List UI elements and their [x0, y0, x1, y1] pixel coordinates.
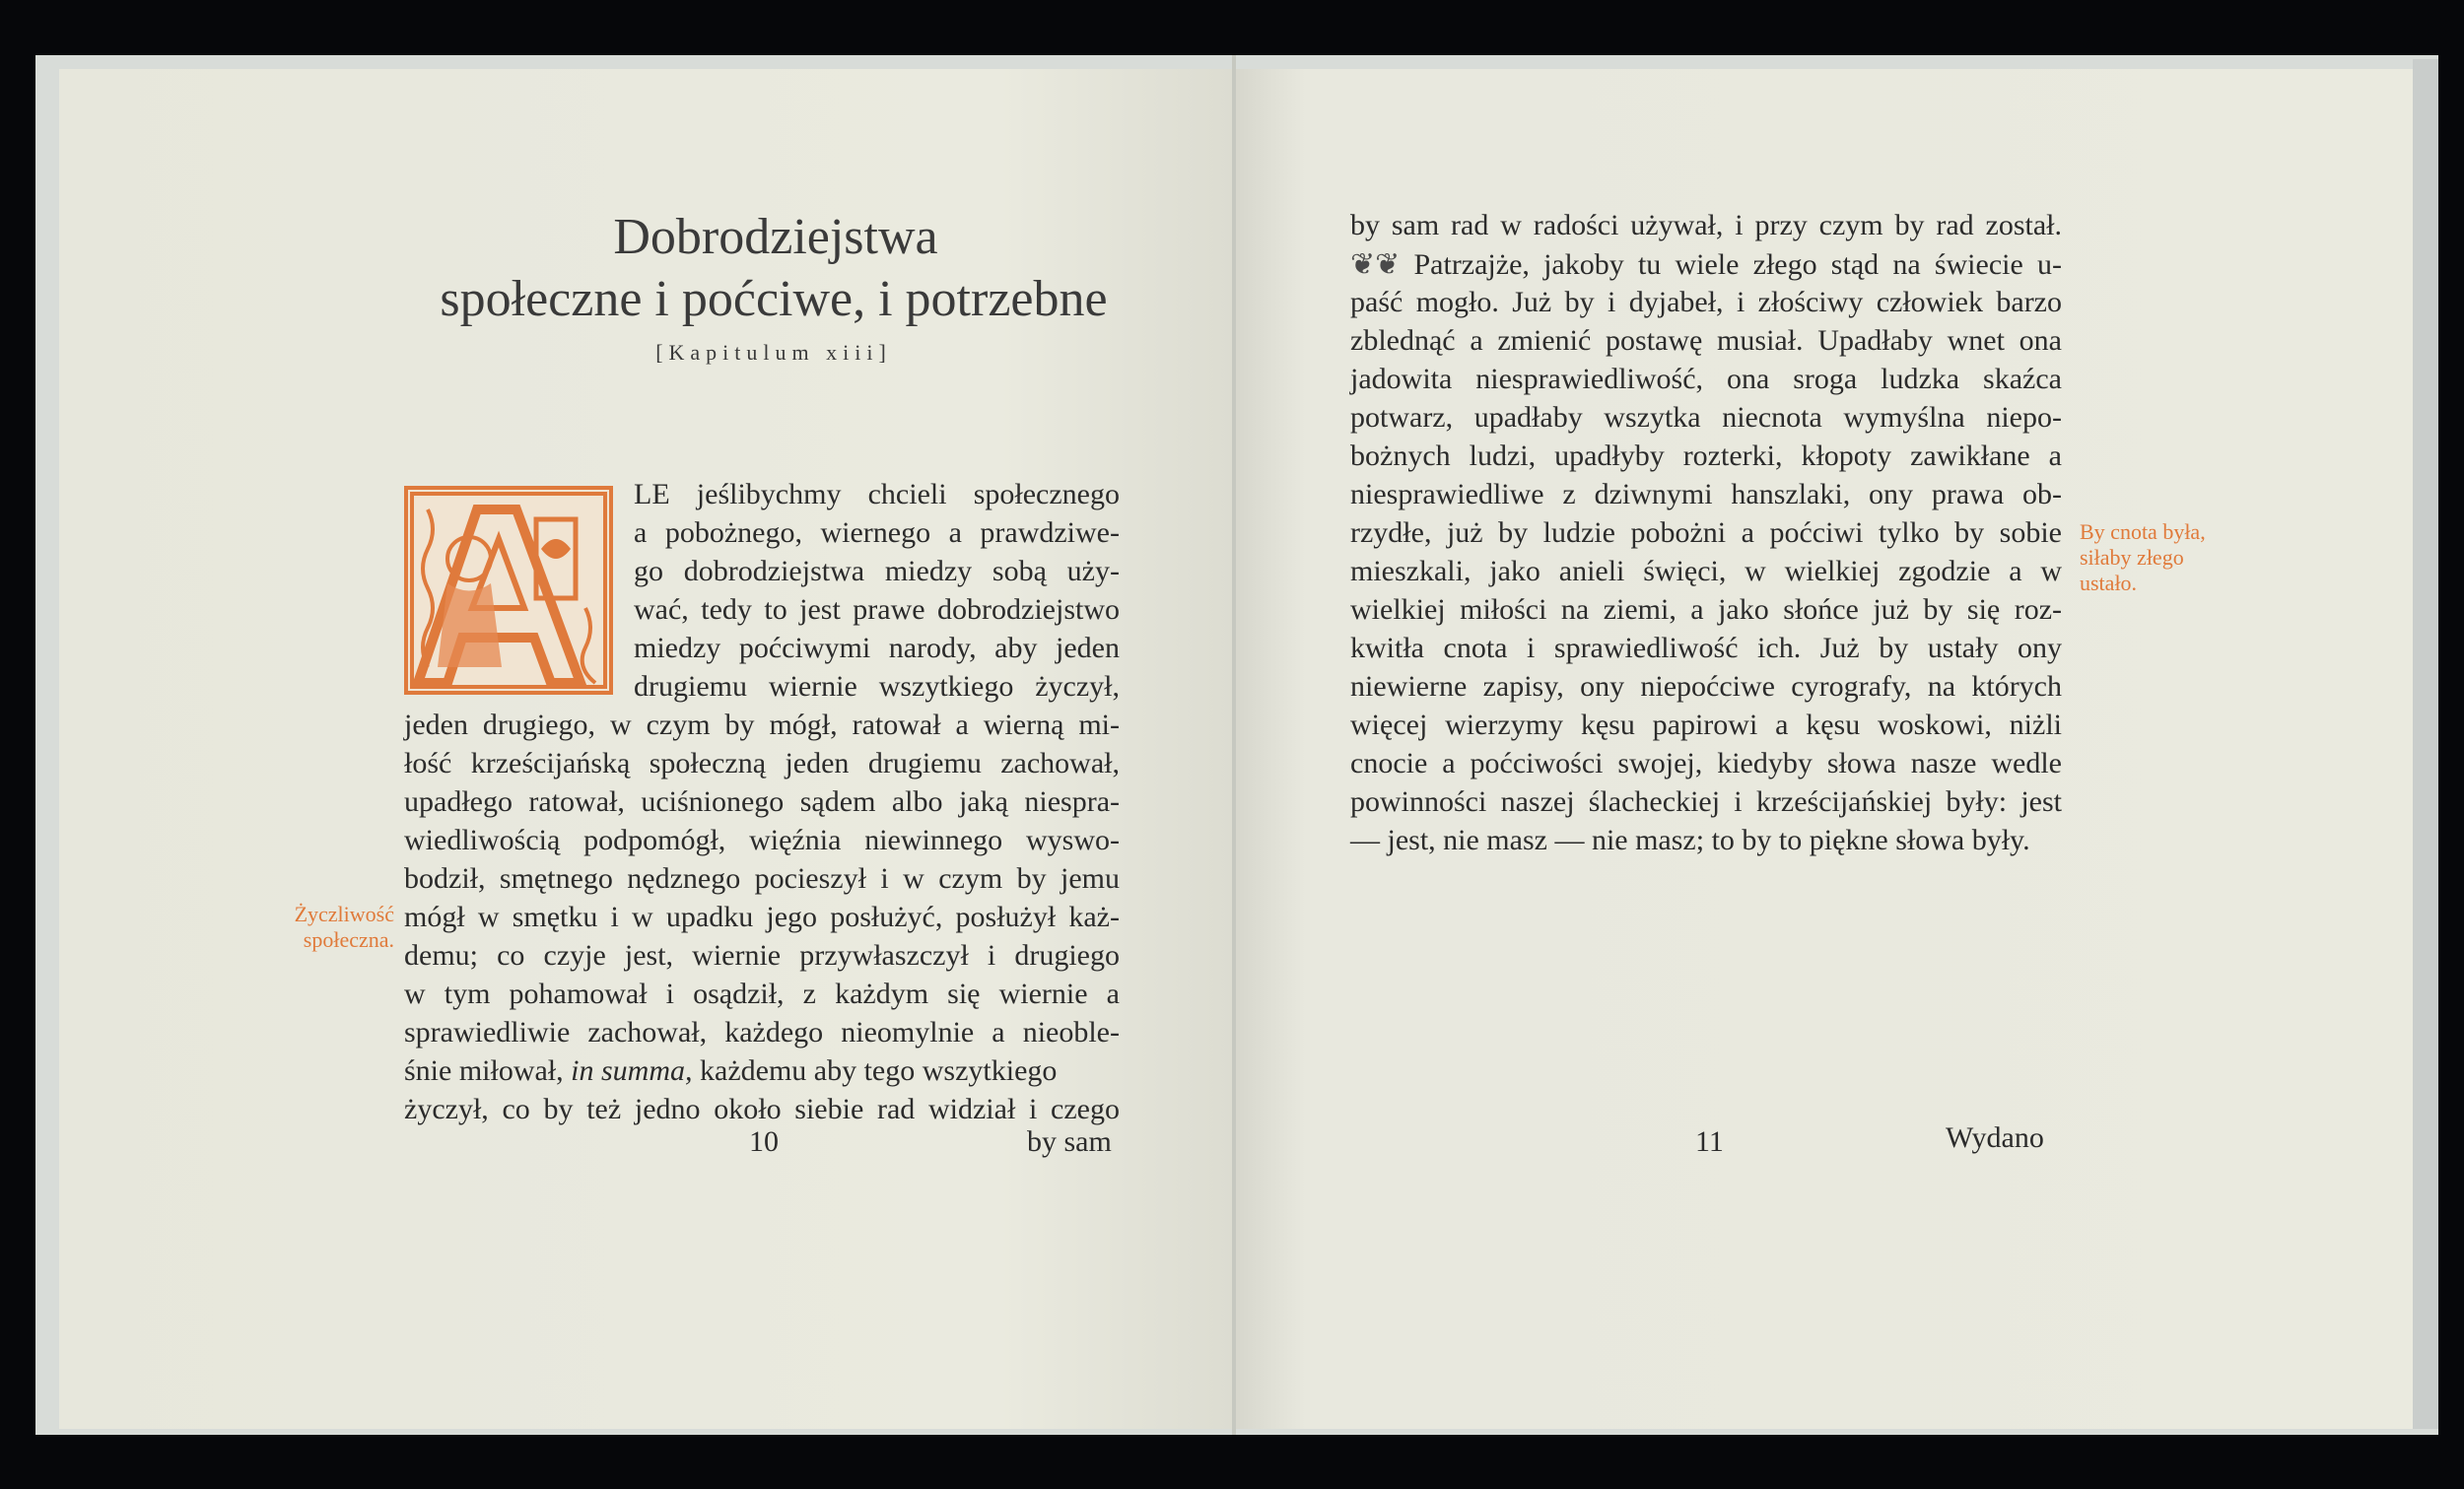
text-line-with-italic: [404, 1054, 1120, 1088]
text-line: mógł w smętku i w upadku jego posłużyć, posłużył każ-: [404, 901, 1120, 933]
catchword-right: Wydano: [1946, 1121, 2044, 1154]
catchword-left: by sam: [1027, 1125, 1112, 1158]
decorated-initial-A-icon: [404, 486, 613, 695]
text-line: bodził, smętnego nędznego pocieszył i w czym by jemu: [404, 862, 1120, 895]
text-line: potwarz, upadłaby wszytka niecnota wymyślna niepo-: [1350, 401, 2062, 434]
text-line: sprawiedliwie zachował, każdego nieomylnie a nieoble-: [404, 1016, 1120, 1049]
text-line: wielkiej miłości na ziemi, a jako słońce już by się roz-: [1350, 593, 2062, 626]
chapter-subtitle: [Kapitulum xiii]: [655, 340, 892, 365]
text-line: cnocie a poćciwości swojej, kiedyby słowa nasze wedle: [1350, 747, 2062, 779]
margin-note-line: siłaby złego: [2080, 545, 2184, 570]
text-line: jadowita niesprawiedliwość, ona sroga ludzka skaźca: [1350, 363, 2062, 395]
text-span: każdemu aby tego wszytkiego: [692, 1054, 1058, 1087]
text-line: rzydłe, już by ludzie pobożni a poćciwi tylko by sobie: [1350, 516, 2062, 549]
text-span: Patrzajże, jakoby tu wiele złego stąd na świecie u-: [1400, 248, 2062, 281]
book-spine: [1232, 55, 1236, 1435]
text-line: wiedliwością podpomógł, więźnia niewinnego wyswo-: [404, 824, 1120, 856]
text-line: demu; co czyje jest, wiernie przywłaszczył i drugiego: [404, 939, 1120, 972]
text-line: drugiemu wiernie wszytkiego życzył,: [634, 670, 1120, 703]
text-line: niesprawiedliwe z dziwnymi hanszlaki, ony prawa ob-: [1350, 478, 2062, 510]
fleuron-icon: ❦❦: [1350, 248, 1401, 281]
text-line: bożnych ludzi, upadłyby rozterki, kłopoty zawikłane a: [1350, 440, 2062, 472]
text-line: powinności naszej ślacheckiej i krześcijańskiej były: jest: [1350, 785, 2062, 818]
text-line: a pobożnego, wiernego a prawdziwe-: [634, 516, 1120, 549]
margin-note-right: [2080, 519, 2237, 596]
margin-note-line: By cnota była,: [2080, 519, 2206, 544]
text-line: kwitła cnota i sprawiedliwość ich. Już by ustały ony: [1350, 632, 2062, 664]
chapter-title-line1: Dobrodziejstwa: [613, 209, 938, 265]
margin-note-line: społeczna.: [303, 927, 394, 952]
margin-note-line: Życzliwość: [294, 902, 394, 926]
text-line: w tym pohamował i osądził, z każdym się wiernie a: [404, 978, 1120, 1010]
text-line: mieszkali, jako anieli święci, w wielkiej zgodzie a w: [1350, 555, 2062, 587]
text-line-with-fleuron: [1350, 247, 2062, 282]
text-line: wać, tedy to jest prawe dobrodziejstwo: [634, 593, 1120, 626]
text-line: jeden drugiego, w czym by mógł, ratował a wierną mi-: [404, 709, 1120, 741]
margin-note-left: [266, 902, 394, 953]
text-line: paść mogło. Już by i dyjabeł, i złościwy człowiek barzo: [1350, 286, 2062, 318]
text-span: śnie miłował,: [404, 1054, 572, 1087]
text-line: — jest, nie masz — nie masz; to by to piękne słowa były.: [1350, 824, 2030, 856]
text-line: niewierne zapisy, ony niepoćciwe cyrografy, na których: [1350, 670, 2062, 703]
page-edge: [2413, 59, 2438, 1429]
text-line: LE jeślibychmy chcieli społecznego: [634, 478, 1120, 510]
text-line: go dobrodziejstwa miedzy sobą uży-: [634, 555, 1120, 587]
page-number-left: 10: [749, 1125, 779, 1158]
margin-note-line: ustało.: [2080, 571, 2138, 595]
text-line: by sam rad w radości używał, i przy czym by rad został.: [1350, 209, 2062, 241]
text-line: łość krześcijańską społeczną jeden drugiemu zachował,: [404, 747, 1120, 779]
text-line: więcej wierzymy kęsu papirowi a kęsu woskowi, niżli: [1350, 709, 2062, 741]
chapter-title-line2: społeczne i poćciwe, i potrzebne: [440, 271, 1108, 327]
text-line: zblednąć a zmienić postawę musiał. Upadłaby wnet ona: [1350, 324, 2062, 357]
text-line: miedzy poćciwymi narody, aby jeden: [634, 632, 1120, 664]
page-number-right: 11: [1695, 1125, 1724, 1158]
italic-phrase: in summa,: [571, 1054, 693, 1087]
text-line: życzył, co by też jedno około siebie rad widział i czego: [404, 1093, 1120, 1125]
text-line: upadłego ratował, uciśnionego sądem albo jaką niespra-: [404, 785, 1120, 818]
